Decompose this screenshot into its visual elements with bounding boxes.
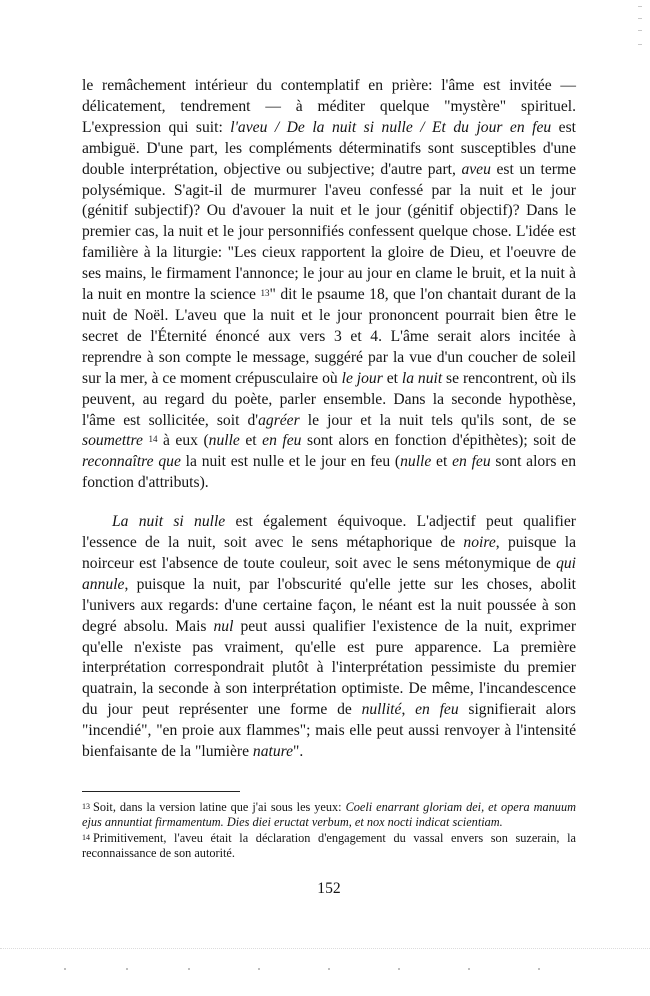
- footnote-13: [82, 800, 576, 831]
- text-span: la nuit est nulle et le jour en feu (: [180, 453, 401, 471]
- text-span: sont alors en fonction d'attributs).: [82, 453, 576, 492]
- text-span: est ambiguë. D'une part, les compléments déterminatifs sont susceptibles d'une double interprétation, objective ou subjective; d'autre part,: [82, 118, 576, 178]
- italic-term: en feu: [415, 701, 459, 719]
- scan-artifact: [638, 30, 642, 31]
- italic-term: nulle: [400, 453, 432, 471]
- text-span: est un terme polysémique. S'agit-il de murmurer l'aveu confessé par la nuit et le jour (génitif subjectif)? Ou d'avouer la nuit et le jour (génitif objectif)? Dans le premier cas, la nuit et le jour personnifiés confessent quelque chose. L'idée est familière à la liturgie: "Les cieux rapportent la gloire de Dieu, et l'oeuvre de ses mains, le firmament l'annonce; le jour au jour en clame le bruit, et la nuit à la nuit en montre la science: [82, 160, 576, 304]
- speck: [468, 968, 470, 970]
- text-span: , puisque la noirceur est l'absence de toute couleur, soit avec le sens métonymique de: [82, 534, 577, 572]
- text-span: signifierait alors "incendié", "en proie aux flammes"; mais elle peut aussi renvoyer à l'intensité bienfaisante de la "lumière: [82, 701, 576, 761]
- italic-quote: l'aveu / De la nuit si nulle / Et du jour en feu: [230, 118, 552, 136]
- text-span: ,: [401, 701, 416, 719]
- text-span: sont alors en fonction d'épithètes); soit de: [301, 432, 576, 450]
- italic-term: nulle: [208, 432, 240, 450]
- text-span: le remâchement intérieur du contemplatif en prière: l'âme est invitée — délicatement, tendrement — à méditer quelque "mystère" spirituel. L'expression qui suit:: [82, 77, 576, 136]
- italic-term: aveu: [461, 160, 491, 178]
- text-span: se rencontrent, où ils peuvent, au regard du poète, parler ensemble. Dans la seconde hypothèse, l'âme est sollicitée, soit d': [82, 369, 576, 429]
- italic-term: qui annule: [82, 554, 576, 593]
- footnote-divider: [82, 791, 240, 792]
- speck: [258, 968, 260, 970]
- text-span: le jour et la nuit tels qu'ils sont, de se: [299, 411, 577, 429]
- speck: [64, 968, 66, 970]
- italic-term: La nuit si nulle: [112, 513, 226, 531]
- italic-term: en feu: [262, 432, 302, 450]
- speck: [398, 968, 400, 970]
- footnote-latin-quote: Coeli enarrant gloriam dei, et opera manuum ejus annuntiat firmamentum. Dies diei eructat verbum, et nox nocti indicat scientiam.: [82, 800, 576, 830]
- text-span: , puisque la nuit, par l'obscurité qu'elle jette sur les choses, abolit l'univers aux regards: d'une certaine façon, le néant est la nuit poussée à son degré absolu. Mais: [82, 575, 576, 635]
- scan-artifact: [638, 6, 642, 7]
- footnote-ref-14[interactable]: 14: [148, 434, 158, 445]
- text-span: " dit le psaume 18, que l'on chantait durant de la nuit de Noël. L'aveu que la nuit et le jour prononcent pourrait bien être le secret de l'Éternité énoncé aux vers 3 et 4. L'âme serait alors incitée à reprendre à son compte le message, suggéré par la vue d'un coucher de soleil sur la mer, à ce moment crépusculaire où: [82, 286, 576, 387]
- italic-term: reconnaître que: [82, 453, 181, 471]
- page-number: 152: [317, 879, 341, 897]
- paragraph-2: [82, 512, 576, 763]
- italic-term: nullité: [361, 701, 402, 719]
- speck: [538, 968, 540, 970]
- italic-term: nul: [213, 617, 234, 635]
- italic-term: le jour: [341, 369, 383, 387]
- scan-specks: [60, 968, 580, 972]
- italic-term: la nuit: [401, 369, 443, 387]
- italic-term: soumettre: [82, 432, 143, 450]
- footnote-14: [82, 831, 576, 862]
- italic-term: nature: [252, 743, 294, 761]
- speck: [188, 968, 190, 970]
- footnote-number: 13: [82, 802, 90, 811]
- italic-term: agréer: [258, 411, 300, 429]
- speck: [328, 968, 330, 970]
- scan-artifact: [638, 44, 642, 45]
- scan-artifact: [0, 948, 650, 950]
- text-span: et: [382, 369, 402, 387]
- text-span: ".: [293, 743, 304, 761]
- text-span: et: [431, 453, 453, 471]
- footnote-text: Soit, dans la version latine que j'ai sous les yeux:: [93, 800, 346, 814]
- italic-term: en feu: [452, 453, 491, 471]
- speck: [126, 968, 128, 970]
- footnote-number: 14: [82, 832, 90, 842]
- text-span: est également équivoque. L'adjectif peut qualifier l'essence de la nuit, soit avec le sens métaphorique de: [82, 513, 576, 552]
- paragraph-1: [82, 76, 576, 494]
- italic-term: noire: [463, 534, 496, 552]
- text-span: et: [239, 432, 263, 450]
- text-span: à eux (: [157, 432, 209, 450]
- footnote-ref-13[interactable]: 13: [260, 288, 270, 299]
- text-span: peut aussi qualifier l'existence de la nuit, exprimer qu'elle n'existe pas vraiment, qu'elle est pure apparence. La première interprétation correspondrait plutôt à l'interprétation pessimiste du premier quatrain, la seconde à son interprétation optimiste. De même, l'incandescence du jour peut représenter une forme de: [82, 617, 577, 719]
- page-content: [82, 76, 576, 898]
- scan-artifact: [638, 18, 642, 19]
- footnote-text: Primitivement, l'aveu était la déclaration d'engagement du vassal envers son suzerain, la reconnaissance de son autorité.: [82, 830, 576, 861]
